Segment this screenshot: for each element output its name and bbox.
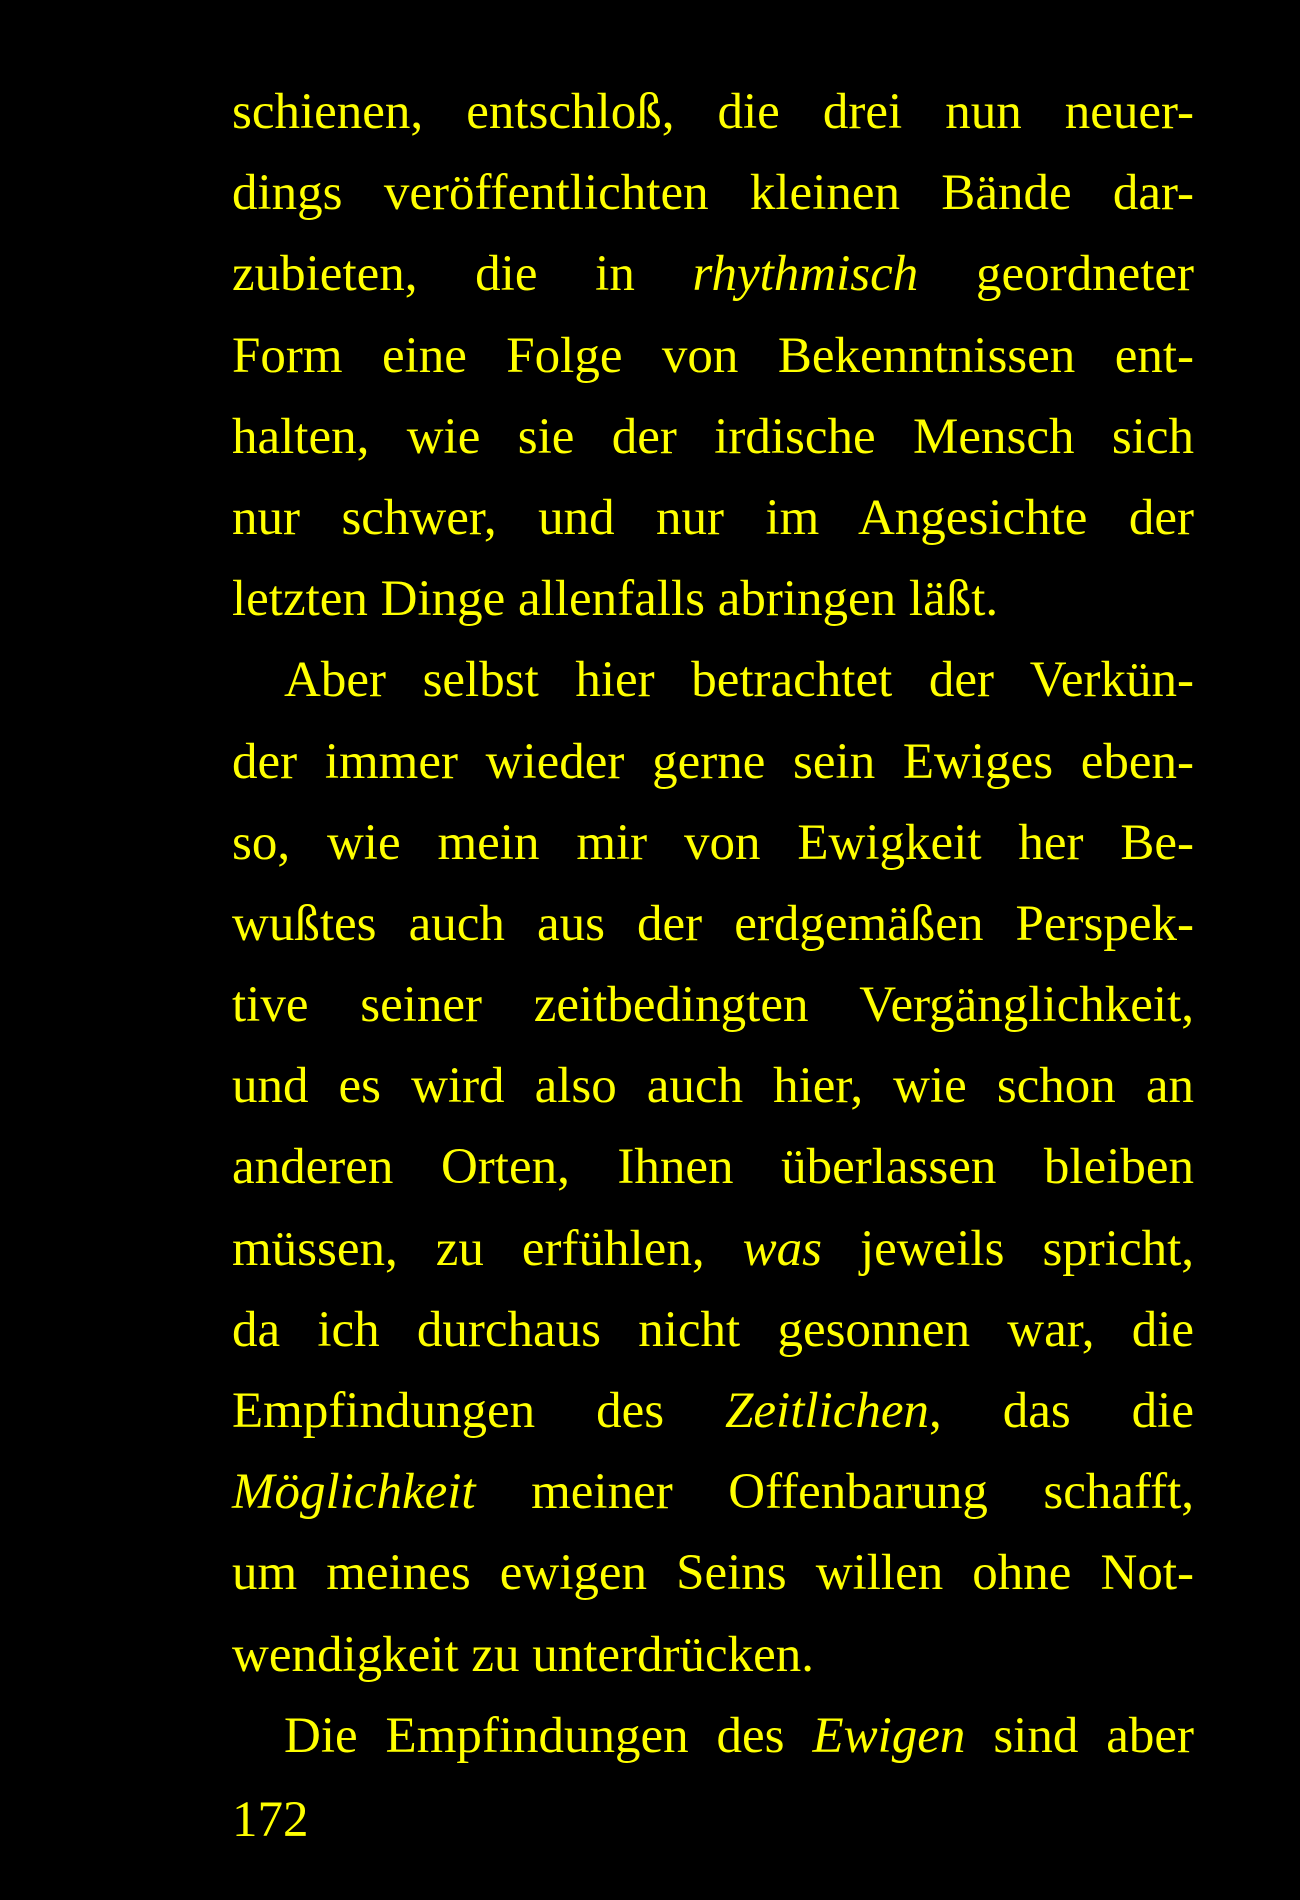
text-segment: der immer wieder gerne sein Ewiges eben- — [232, 733, 1194, 790]
body-text — [232, 72, 1194, 1777]
text-segment: letzten Dinge allenfalls abringen läßt. — [232, 571, 999, 628]
text-segment: halten, wie sie der irdische Mensch sich — [232, 408, 1194, 465]
text-line — [232, 884, 1194, 965]
text-segment: zubieten, die in — [232, 246, 693, 303]
text-line — [232, 803, 1194, 884]
text-line — [232, 316, 1194, 397]
italic-text: was — [742, 1220, 822, 1277]
text-segment: Aber selbst hier betrachtet der Verkün- — [284, 652, 1194, 709]
text-segment: so, wie mein mir von Ewigkeit her Be- — [232, 814, 1194, 871]
text-line — [232, 722, 1194, 803]
text-line — [232, 1290, 1194, 1371]
text-segment: Die Empfindungen des — [284, 1707, 813, 1764]
italic-text: Zeitlichen — [725, 1383, 929, 1439]
text-segment: , das die — [929, 1383, 1194, 1439]
text-segment: tive seiner zeitbedingten Vergänglichkeit, — [232, 977, 1194, 1034]
text-segment: und es wird also auch hier, wie schon an — [232, 1058, 1194, 1115]
text-segment: Empfindungen des — [232, 1383, 726, 1439]
text-segment: schienen, entschloß, die drei nun neuer- — [232, 84, 1194, 140]
text-segment: dings veröffentlichten kleinen Bände dar- — [232, 165, 1194, 222]
text-line — [232, 397, 1194, 478]
text-line — [232, 1452, 1194, 1533]
text-segment: sind aber — [965, 1707, 1194, 1764]
text-line — [232, 1209, 1194, 1290]
italic-text: Ewigen — [812, 1707, 966, 1764]
italic-text: rhythmisch — [692, 246, 919, 303]
text-segment: geordneter — [918, 246, 1194, 303]
text-segment: Form eine Folge von Bekenntnissen ent- — [232, 327, 1194, 384]
text-segment: müssen, zu erfühlen, — [232, 1220, 743, 1277]
text-line — [232, 1371, 1194, 1452]
text-line — [232, 559, 1194, 640]
text-segment: anderen Orten, Ihnen überlassen bleiben — [232, 1139, 1194, 1196]
text-line — [232, 1046, 1194, 1127]
page-number: 172 — [232, 1792, 309, 1848]
text-segment: nur schwer, und nur im Angesichte der — [232, 489, 1194, 546]
text-segment: um meines ewigen Seins willen ohne Not- — [232, 1545, 1194, 1602]
text-segment: wendigkeit zu unterdrücken. — [232, 1626, 815, 1683]
text-segment: wußtes auch aus der erdgemäßen Perspek- — [232, 895, 1194, 952]
italic-text: Möglichkeit — [232, 1464, 476, 1521]
text-line — [232, 640, 1194, 721]
text-line — [232, 153, 1194, 234]
text-line — [232, 478, 1194, 559]
text-line — [232, 1696, 1194, 1777]
text-line — [232, 965, 1194, 1046]
text-line — [232, 234, 1194, 315]
text-segment: da ich durchaus nicht gesonnen war, die — [232, 1301, 1194, 1358]
text-segment: meiner Offenbarung schafft, — [475, 1464, 1194, 1521]
text-line — [232, 72, 1194, 153]
text-line — [232, 1533, 1194, 1614]
text-line — [232, 1127, 1194, 1208]
text-line — [232, 1615, 1194, 1696]
text-segment: jeweils spricht, — [821, 1220, 1195, 1277]
